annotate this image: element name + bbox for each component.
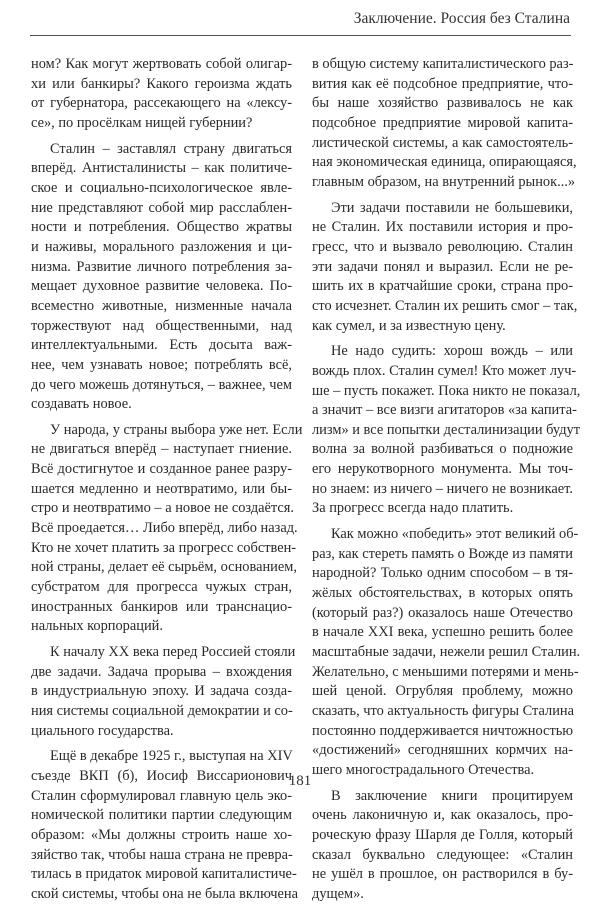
text-line: две задачи. Задача прорыва – вхождения <box>31 663 292 680</box>
text-line: создавать новое. <box>31 396 132 413</box>
text-line: мещает духовное развитие человека. По- <box>31 278 292 295</box>
text-line: его нерукотворного монумента. Мы точ- <box>312 461 573 478</box>
text-line: лизм» и все попытки десталинизации будут <box>312 421 581 438</box>
paragraph <box>31 643 296 741</box>
text-line: ная экономическая единица, опирающаяся, <box>312 154 577 171</box>
text-line: главным образом, на внутренний рынок...» <box>312 173 576 190</box>
text-line: шего многострадального Отечества. <box>312 761 535 778</box>
text-line: ской системы, чтобы она не была включена <box>31 885 298 902</box>
paragraph <box>31 421 303 637</box>
text-line: и наживы, морального разложения и ци- <box>31 238 292 255</box>
text-line: интеллектуальными. Есть досыта важ- <box>31 337 292 354</box>
paragraph <box>312 342 581 519</box>
paragraph <box>312 55 577 193</box>
text-line: тилась в придаток мировой капиталистиче- <box>31 866 297 883</box>
text-line: эти задачи понял и выразил. Если не ре- <box>312 258 573 275</box>
text-line: Как можно «победить» этот великий об- <box>331 526 579 543</box>
paragraph <box>31 140 292 415</box>
text-line: Всё проедается… Либо вперёд, либо назад. <box>31 520 298 537</box>
text-line: шей ценой. Огрубляя проблему, можно <box>312 683 573 700</box>
text-line: ности и потребления. Общество жратвы <box>31 219 292 236</box>
paragraph <box>312 199 578 337</box>
paragraph <box>31 747 298 904</box>
running-head: Заключение. Россия без Сталина <box>353 10 570 27</box>
text-line: образом: «Мы должны строить наше хо- <box>31 826 292 843</box>
text-line: ние представляют собой мир расслаблен- <box>31 199 292 216</box>
text-line: К началу XX века перед Россией стояли <box>50 644 296 661</box>
text-line: шается медленно и неотвратимо, или бы- <box>31 480 292 497</box>
text-line: вождь плох. Сталин сумел! Кто может луч- <box>312 362 577 379</box>
text-line: Не надо судить: хорош вождь – или <box>331 343 573 360</box>
paragraph <box>31 55 292 134</box>
text-line: шить их в кратчайшие сроки, страна про- <box>312 278 573 295</box>
text-line: ния системы социальной демократии и со- <box>31 703 293 719</box>
text-line: в индустриальную эпоху. И задача созда- <box>31 683 292 700</box>
text-line: Желательно, с меньшими потерями и мень- <box>312 663 579 680</box>
text-line: не Сталин. Их поставили история и про- <box>312 219 573 236</box>
paragraph <box>312 787 573 905</box>
text-line: Сталин – заставлял страну двигаться <box>50 140 292 157</box>
header-rule <box>30 35 571 36</box>
paragraph <box>312 525 581 781</box>
text-line: роческую фразу Шарля де Голля, который <box>312 826 573 843</box>
text-line: У народа, у страны выбора уже нет. Если <box>50 421 303 438</box>
text-line: циального государства. <box>31 722 174 739</box>
text-line: жёлых обстоятельствах, в которых опять <box>312 585 573 602</box>
text-line: очень лаконичную и, как оказалось, про- <box>312 807 573 824</box>
text-line: листической системы, а как самостоятель- <box>312 134 573 151</box>
text-line: торжествуют над общественными, над <box>31 317 292 334</box>
text-line: всеместно животные, низменные начала <box>31 297 292 314</box>
text-line: не двигаться вперёд – наступает гниение. <box>31 441 292 458</box>
text-line: масштабные задачи, нежели решил Сталин. <box>312 644 581 661</box>
text-line: вития как её подсобное предприятие, что- <box>312 75 573 92</box>
text-line: Кто не хочет платить за прогресс собствен- <box>31 539 297 556</box>
text-line: ское и социально-психологическое явле- <box>31 179 292 196</box>
text-line: не ушёл в прошлое, он растворился в бу- <box>312 866 573 883</box>
text-line: вперёд. Антисталинисты – как политиче- <box>31 160 292 177</box>
text-line: гресс, что и вызвало революцию. Сталин <box>312 238 573 255</box>
page-number: 181 <box>288 773 312 789</box>
text-line: ной страны, делает её сырьём, основанием, <box>31 559 297 576</box>
text-line: сто исчезнет. Сталин их решить смог – так, <box>312 297 578 314</box>
text-line: ше – пусть покажет. Пока никто не показал, <box>312 382 581 399</box>
text-line: до чего можешь дотянуться, – важнее, чем <box>31 376 292 393</box>
text-line: Эти задачи поставили не большевики, <box>331 199 573 216</box>
text-line: ном? Как могут жертвовать собой олигар- <box>31 56 292 72</box>
text-line: се», по просёлкам нищей губернии? <box>31 114 253 131</box>
text-line: раз, как стереть память о Вожде из памяти <box>312 545 573 562</box>
text-line: волна за волной разбиваться о подножие <box>312 441 573 458</box>
text-line: в начале XXI века, успешно решить более <box>312 624 573 641</box>
text-line: номической политики партии следующим <box>31 807 292 824</box>
text-line: от губернатора, рассекающего на «лексу- <box>31 95 292 112</box>
text-line: низма. Развитие личного потребления за- <box>31 258 292 275</box>
text-line: В заключение книги процитируем <box>331 787 573 804</box>
text-line: народной? Только одним способом – в тя- <box>312 565 573 582</box>
text-line: (который раз?) оказалось наше Отечество <box>312 604 573 621</box>
text-line: сказал буквально следующее: «Сталин <box>312 846 573 863</box>
text-line: нее, чем узнавать новое; потреблять всё, <box>31 356 292 373</box>
text-line: За прогресс всегда надо платить. <box>312 500 514 517</box>
text-line: а значит – все визги агитаторов «за капита- <box>312 402 577 419</box>
text-line: Сталин сформулировал главную цель эко- <box>31 787 292 804</box>
text-line: Ещё в декабре 1925 г., выступая на XIV <box>50 748 293 765</box>
text-line: как сумел, и за известную цену. <box>312 317 506 334</box>
text-line: дущем». <box>312 885 364 902</box>
text-line: субстратом для прогресса чужых стран, <box>31 579 292 596</box>
text-line: подсобное предприятие мировой капита- <box>312 114 573 131</box>
text-line: съезде ВКП (б), Иосиф Виссарионович <box>31 767 292 784</box>
text-line: хи или банкиры? Какого героизма ждать <box>31 75 292 92</box>
text-line: в общую систему капиталистического раз- <box>312 56 574 72</box>
text-line: иностранных банкиров или транснацио- <box>31 598 292 615</box>
text-line: но знаем: из ничего – ничего не возникает. <box>312 480 573 497</box>
text-line: сказать, что актуальность фигуры Сталина <box>312 703 575 719</box>
text-line: зяйство так, чтобы наша страна не превра- <box>31 846 293 863</box>
text-line: Всё достигнутое и созданное ранее разру- <box>31 461 292 478</box>
text-line: «достижений» сегодняшних кормчих на- <box>312 742 573 759</box>
text-line: постоянно поддерживается ничтожностью <box>312 722 574 739</box>
text-line: бы наше хозяйство развивалось не как <box>312 95 573 112</box>
text-line: нальных корпораций. <box>31 618 163 635</box>
text-line: стро и неотвратимо – а новое не создаётся. <box>31 500 295 517</box>
